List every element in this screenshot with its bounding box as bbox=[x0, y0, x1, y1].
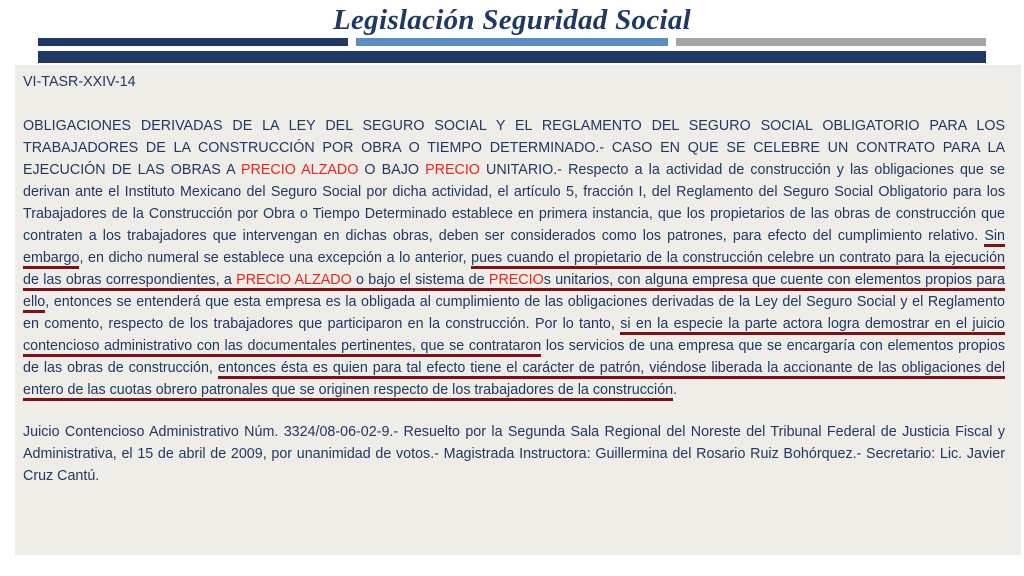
underlined-proof-clause: si en la especie la parte actora logra demostrar en el juicio contencioso administrativo con las documentales pertinentes, que se contrataron bbox=[23, 316, 1005, 357]
thesis-heading-text: OBLIGACIONES DERIVADAS DE LA LEY DEL SEGURO SOCIAL Y EL REGLAMENTO DEL SEGURO SOCIAL OBLIGATORIO PARA LOS TRABAJADORES DE LA CONSTRUCCIÓN POR OBRA O TIEMPO DETERMINADO.- CASO EN QUE SE CELEBRE UN CONTRATO PARA LA EJECUCIÓN DE LAS OBRAS A bbox=[23, 118, 1005, 178]
underlined-sin-embargo: Sin embargo bbox=[23, 228, 1005, 269]
decorative-bar-dark bbox=[38, 38, 348, 46]
text-segment: . bbox=[673, 382, 678, 398]
text-segment: s unitarios, con alguna empresa que cuente con elementos propios para ello bbox=[23, 272, 1006, 310]
highlight-precio-alzado: PRECIO ALZADO bbox=[236, 272, 352, 288]
text-segment: , entonces se entenderá que esta empresa es la obligada al cumplimiento de las obligaciones derivadas de la Ley del Seguro Social y el Reglamento en comento, respecto de los trabajadores que participaron en la construcción. Por lo tanto, bbox=[23, 294, 1005, 332]
thesis-code: VI-TASR-XXIV-14 bbox=[23, 74, 136, 90]
document-body bbox=[23, 71, 1005, 487]
text-segment: UNITARIO.- Respecto a la actividad de construcción y las obligaciones que se derivan ante el Instituto Mexicano del Seguro Social por dicha actividad, el artículo 5, fracción I, del Reglamento del Seguro Social Obligatorio para los Trabajadores de la Construcción por Obra o Tiempo Determinado establece en primera instancia, que los propietarios de las obras de construcción que contraten a los trabajadores que intervengan en dichas obras, deben ser considerados como los patrones, para efecto del cumplimiento relativo. bbox=[23, 162, 1005, 244]
document-panel bbox=[15, 65, 1021, 555]
decorative-bar-wide bbox=[38, 51, 986, 63]
decorative-bar-blue bbox=[356, 38, 668, 46]
text-segment: O BAJO bbox=[358, 162, 426, 178]
highlight-precio: PRECIO bbox=[488, 272, 544, 288]
text-segment: los servicios de una empresa que se encargaría con elementos propios de las obras de construcción, bbox=[23, 338, 1005, 376]
highlight-precio-alzado: PRECIO ALZADO bbox=[241, 162, 359, 178]
thesis-paragraph bbox=[23, 115, 1005, 401]
case-reference: Juicio Contencioso Administrativo Núm. 3324/08-06-02-9.- Resuelto por la Segunda Sala Regional del Noreste del Tribunal Federal de Justicia Fiscal y Administrativa, el 15 de abril de 2009, por unanimidad de votos.- Magistrada Instructora: Guillermina del Rosario Ruiz Bohórquez.- Secretario: Lic. Javier Cruz Cantú. bbox=[23, 424, 1005, 484]
text-segment: , en dicho numeral se establece una excepción a lo anterior, bbox=[79, 250, 472, 266]
highlight-precio: PRECIO bbox=[425, 162, 480, 178]
underlined-employer-clause: entonces ésta es quien para tal efecto tiene el carácter de patrón, viéndose liberada la accionante de las obligaciones del entero de las cuotas obrero patronales que se originen respecto de los trabajadores de la construcción bbox=[23, 360, 1005, 401]
text-segment: pues cuando el propietario de la construcción celebre un contrato para la ejecución de las obras correspondientes, a bbox=[23, 250, 1005, 288]
text-segment: o bajo el sistema de bbox=[351, 272, 489, 288]
slide-title: Legislación Seguridad Social bbox=[332, 4, 692, 36]
decorative-bar-grey bbox=[676, 38, 986, 46]
